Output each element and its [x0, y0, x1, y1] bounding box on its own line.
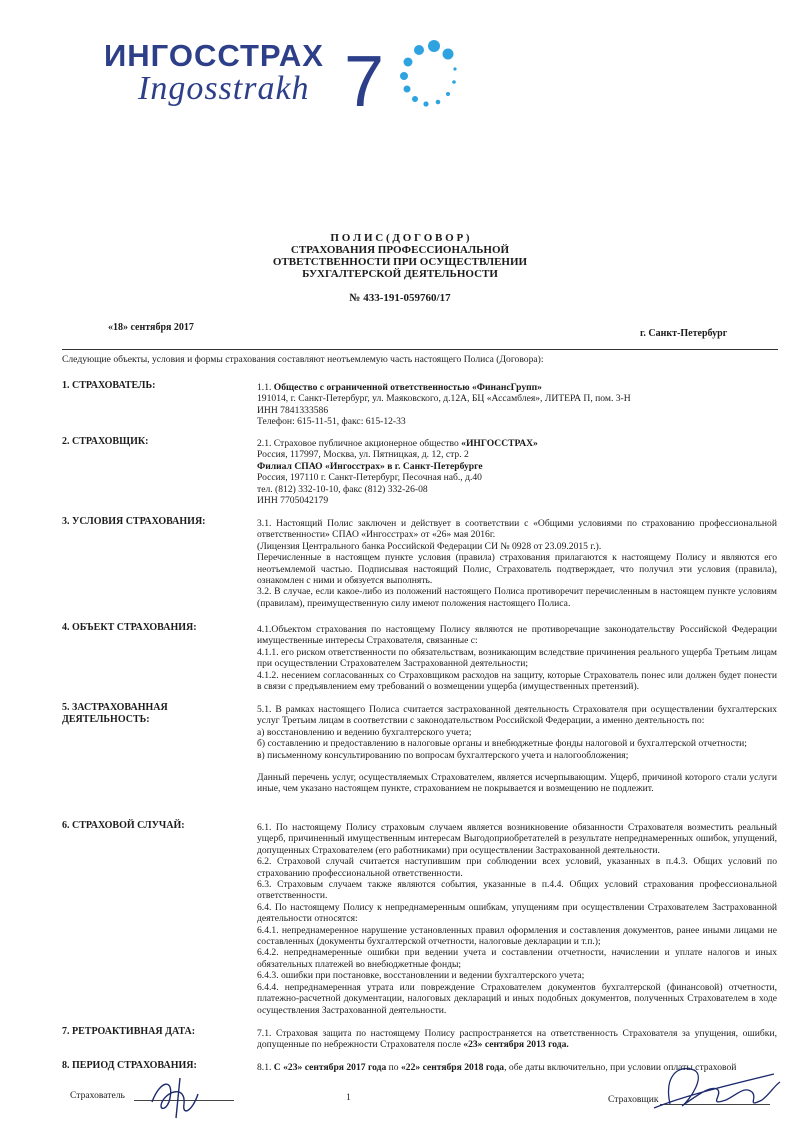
section-7-heading: 7. РЕТРОАКТИВНАЯ ДАТА:: [62, 1026, 196, 1037]
section-4-heading: 4. ОБЪЕКТ СТРАХОВАНИЯ:: [62, 622, 197, 633]
section-5-heading: 5. ЗАСТРАХОВАННАЯ ДЕЯТЕЛЬНОСТЬ:: [62, 702, 168, 725]
section-3-body: 3.1. Настоящий Полис заключен и действует в соответствии с «Общими условиями по страхованию профессиональной ответственности» СПАО «Ингосстрах» от «26» мая 2016г. (Лицензия Центрального банка Российской Федерации СИ № 0928 от 23.09.2015 г.). Перечисленные в настоящем пункте условия (правила) страхования прилагаются к настоящему Полису и являются его неотъемлемой частью. Подписывая настоящий Полис, Страхователь подтверждает, что получил эти условия (правила), ознакомлен с ними и обязуется выполнять. 3.2. В случае, если какое-либо из положений настоящего Полиса противоречит перечисленным в настоящем пункте условиям (правилам), преимущественную силу имеют положения настоящего Полиса.: [257, 518, 777, 609]
section-1-heading: 1. СТРАХОВАТЕЛЬ:: [62, 380, 156, 391]
section-6-body: 6.1. По настоящему Полису страховым случаем является возникновение обязанности Страхователя возместить реальный ущерб, причиненный имущественным интересам Выгодоприобретателей в результате непреднамеренных ошибок, упущений, допущенных Страхователем (его работниками) при осуществлении Застрахованной деятельности. 6.2. Страховой случай считается наступившим при соблюдении всех условий, указанных в п.4.3. Общих условий по страхованию профессиональной ответственности. 6.3. Страховым случаем также являются события, указанные в п.4.4. Общих условий страхования профессиональной ответственности. 6.4. По настоящему Полису к непреднамеренным ошибкам, упущениям при осуществлении Страхователем Застрахованной деятельности относятся: 6.4.1. непреднамеренное нарушение установленных правил оформления и составления документов, ранее иными лицами не составленных (документы бухгалтерской отчетности, налоговые декларации и т.п.); 6.4.2. непреднамеренные ошибки при ведении учета и составлении отчетности, начислении и уплате налогов и иных обязательных платежей во внебюджетные фонды; 6.4.3. ошибки при постановке, восстановлении и ведении бухгалтерского учета; 6.4.4. непреднамеренная утрата или повреждение Страхователем документов бухгалтерской (финансовой) отчетности, платежно-расчетной документации, налоговых деклараций и иных подобных документов, полученных Страхователем в ходе осуществления Застрахованной деятельности.: [257, 822, 777, 1016]
policy-city: г. Санкт-Петербург: [640, 328, 728, 339]
policy-title-line2: СТРАХОВАНИЯ ПРОФЕССИОНАЛЬНОЙ: [290, 244, 510, 256]
section-7-body: 7.1. Страховая защита по настоящему Полису распространяется на ответственность Страхователя за упущения, ошибки, допущенные по небрежности Страхователя после «23» сентября 2013 года.: [257, 1028, 777, 1051]
section-8-heading: 8. ПЕРИОД СТРАХОВАНИЯ:: [62, 1060, 197, 1071]
logo-title: ИНГОССТРАХ: [104, 38, 324, 73]
policy-title-line3: ОТВЕТСТВЕННОСТИ ПРИ ОСУЩЕСТВЛЕНИИ: [272, 256, 528, 268]
insurer-signature: [634, 1056, 784, 1120]
intro-text: Следующие объекты, условия и формы страхования составляют неотъемлемую часть настоящего Полиса (Договора):: [62, 354, 544, 365]
footer-insurant-label: Страхователь: [70, 1090, 125, 1101]
policy-title-line1: П О Л И С ( Д О Г О В О Р ): [330, 232, 470, 244]
section-1-body: 1.1. Общество с ограниченной ответственностью «ФинансГрупп» 191014, г. Санкт-Петербург, ул. Маяковского, д.12А, БЦ «Ассамблея», ЛИТЕРА П, пом. 3-Н ИНН 7841333586 Телефон: 615-11-51, факс: 615-12-33: [257, 382, 631, 428]
logo-subtitle: Ingosstrakh: [138, 70, 310, 107]
page-number: 1: [346, 1092, 351, 1103]
logo-anniv-digit: 7: [344, 42, 385, 114]
section-8-body: 8.1. С «23» сентября 2017 года по «22» сентября 2018 года, обе даты включительно, при условии оплаты страховой: [257, 1062, 737, 1073]
section-4-body: 4.1.Объектом страхования по настоящему Полису являются не противоречащие законодательству Российской Федерации имущественные интересы Страхователя, связанные с: 4.1.1. его риском ответственности по обязательствам, возникающим вследствие причинения реального ущерба Третьим лицам при осуществлении Страхователем Застрахованной деятельности; 4.1.2. несением согласованных со Страховщиком расходов на защиту, которые Страхователь понес или должен будет понести в связи с предъявлением ему требований о возмещении ущерба (имущественных претензий).: [257, 624, 777, 693]
anniversary-70-logo: [344, 34, 474, 114]
section-6-heading: 6. СТРАХОВОЙ СЛУЧАЙ:: [62, 820, 185, 831]
policy-date: «18» сентября 2017: [108, 322, 194, 333]
section-5-body: 5.1. В рамках настоящего Полиса считается застрахованной деятельность Страхователя при осуществлении бухгалтерских услуг Третьим лицам в соответствии с законодательством Российской Федерации, а именно деятельность по: а) восстановлению и ведению бухгалтерского учета; б) составлению и предоставлению в налоговые органы и внебюджетные фонды налоговой и бухгалтерской отчетности; в) письменному консультированию по вопросам бухгалтерского учета и налогообложения; Данный перечень услуг, осуществляемых Страхователем, является исчерпывающим. Ущерб, причиной которого стали услуги иные, чем указано настоящем пункте, страхованием не покрывается и возмещению не подлежит.: [257, 704, 777, 795]
section-2-heading: 2. СТРАХОВЩИК:: [62, 436, 149, 447]
header-divider: [62, 349, 778, 350]
insurant-signature: [140, 1072, 220, 1120]
policy-title-line4: БУХГАЛТЕРСКОЙ ДЕЯТЕЛЬНОСТИ: [302, 268, 498, 280]
section-3-heading: 3. УСЛОВИЯ СТРАХОВАНИЯ:: [62, 516, 206, 527]
dots-zero-icon: [400, 40, 457, 107]
policy-number: № 433-191-059760/17: [349, 292, 451, 304]
section-2-body: 2.1. Страховое публичное акционерное общество «ИНГОССТРАХ» Россия, 117997, Москва, ул. Пятницкая, д. 12, стр. 2 Филиал СПАО «Ингосстрах» в г. Санкт-Петербурге Россия, 197110 г. Санкт-Петербург, Песочная наб., д.40 тел. (812) 332-10-10, факс (812) 332-26-08 ИНН 7705042179: [257, 438, 538, 507]
footer-insurer-label: Страховщик: [608, 1094, 659, 1105]
